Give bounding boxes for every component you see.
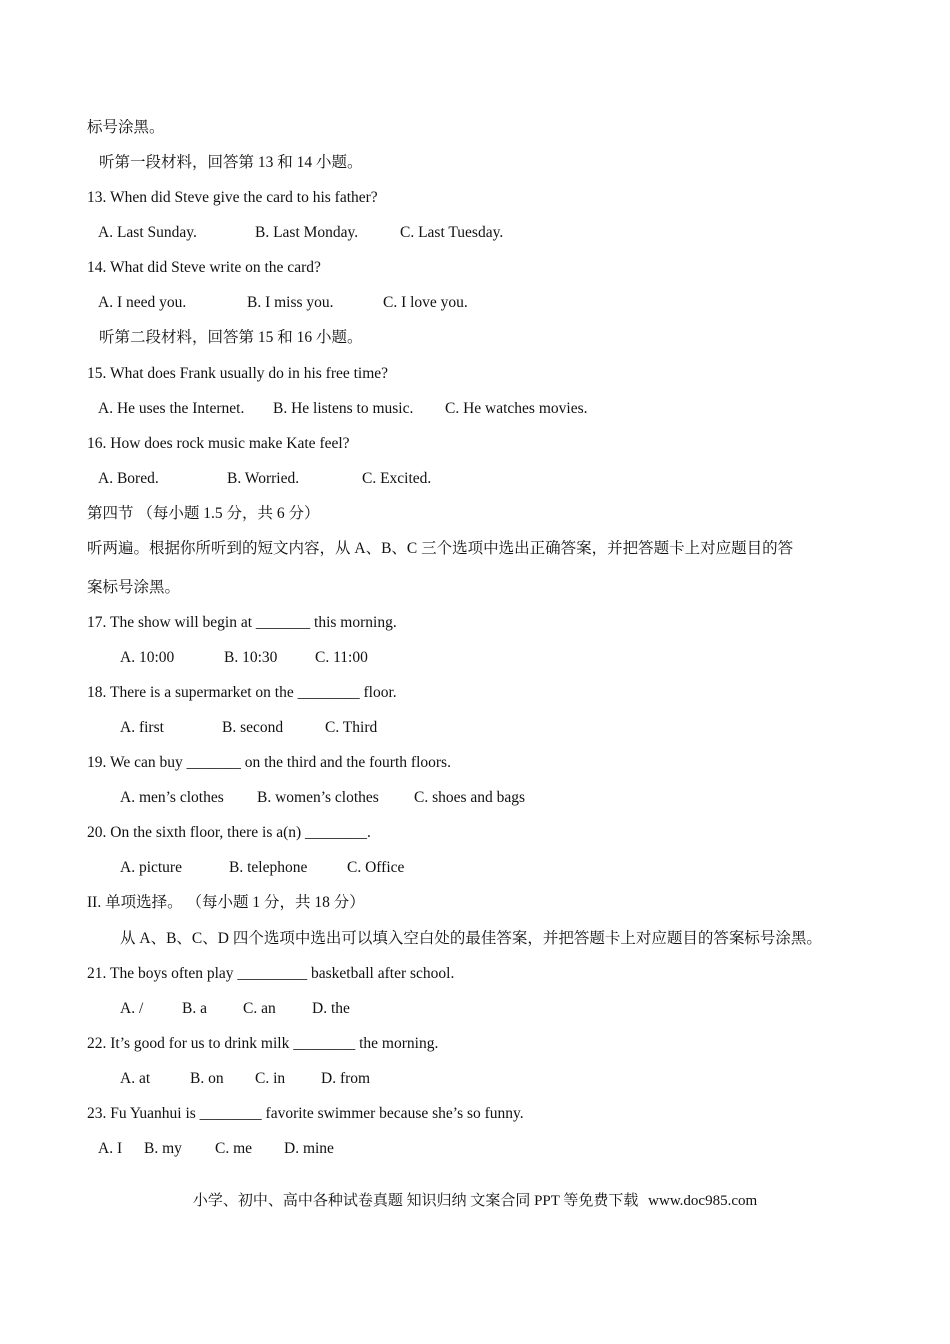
section-instruction: 听两遍。根据你所听到的短文内容，从 A、B、C 三个选项中选出正确答案，并把答题卡上对应题目的答	[87, 540, 794, 557]
footer-text: 小学、初中、高中各种试卷真题 知识归纳 文案合同 PPT 等免费下载	[192, 1193, 639, 1209]
option-b: B. second	[222, 719, 284, 736]
option-b: B. women’s clothes	[257, 789, 379, 806]
option-b: B. a	[182, 1000, 207, 1017]
question-22: 22. It’s good for us to drink milk ________ the morning.	[87, 1035, 439, 1052]
option-c: C. me	[215, 1140, 253, 1157]
question-18: 18. There is a supermarket on the ________ floor.	[87, 684, 397, 701]
question-15: 15. What does Frank usually do in his free time?	[87, 365, 389, 382]
option-a: A. at	[120, 1070, 151, 1087]
option-c: C. 11:00	[315, 649, 368, 666]
option-a: A. He uses the Internet.	[98, 400, 245, 417]
question-21: 21. The boys often play _________ basketball after school.	[87, 965, 455, 982]
option-b: B. on	[190, 1070, 224, 1087]
option-a: A. I need you.	[98, 294, 187, 311]
option-c: C. I love you.	[383, 294, 468, 311]
question-19: 19. We can buy _______ on the third and the fourth floors.	[87, 754, 451, 771]
option-a: A. 10:00	[120, 649, 175, 666]
part-instruction: 从 A、B、C、D 四个选项中选出可以填入空白处的最佳答案，并把答题卡上对应题目的答案标号涂黑。	[120, 930, 822, 947]
option-c: C. Third	[325, 719, 378, 736]
section-instruction: 听第一段材料，回答第 13 和 14 小题。	[99, 154, 363, 171]
section-instruction: 案标号涂黑。	[87, 579, 181, 596]
question-14: 14. What did Steve write on the card?	[87, 259, 321, 276]
question-16: 16. How does rock music make Kate feel?	[87, 435, 350, 452]
option-c: C. an	[243, 1000, 276, 1017]
option-d: D. mine	[284, 1140, 334, 1157]
option-d: D. from	[321, 1070, 371, 1087]
question-13: 13. When did Steve give the card to his father?	[87, 189, 378, 206]
option-a: A. I	[98, 1140, 123, 1157]
option-a: A. Bored.	[98, 470, 159, 487]
option-b: B. my	[144, 1140, 182, 1157]
section-heading: 第四节 （每小题 1.5 分，共 6 分）	[87, 505, 320, 522]
question-20: 20. On the sixth floor, there is a(n) ________.	[87, 824, 371, 841]
option-a: A. picture	[120, 859, 182, 876]
option-c: C. shoes and bags	[414, 789, 526, 806]
option-c: C. Office	[347, 859, 405, 876]
section-instruction: 听第二段材料，回答第 15 和 16 小题。	[99, 329, 363, 346]
option-b: B. telephone	[229, 859, 308, 876]
option-a: A. /	[120, 1000, 144, 1017]
option-c: C. Excited.	[362, 470, 432, 487]
option-c: C. Last Tuesday.	[400, 224, 504, 241]
option-a: A. men’s clothes	[120, 789, 224, 806]
option-c: C. He watches movies.	[445, 400, 588, 417]
option-c: C. in	[255, 1070, 286, 1087]
question-17: 17. The show will begin at _______ this morning.	[87, 614, 397, 631]
footer-link[interactable]: www.doc985.com	[648, 1193, 758, 1209]
option-b: B. Last Monday.	[255, 224, 359, 241]
option-b: B. Worried.	[227, 470, 300, 487]
text-line: 标号涂黑。	[87, 119, 165, 136]
page-footer	[0, 1191, 950, 1211]
option-b: B. 10:30	[224, 649, 278, 666]
option-b: B. He listens to music.	[273, 400, 414, 417]
option-d: D. the	[312, 1000, 350, 1017]
option-b: B. I miss you.	[247, 294, 334, 311]
question-23: 23. Fu Yuanhui is ________ favorite swimmer because she’s so funny.	[87, 1105, 524, 1122]
option-a: A. Last Sunday.	[98, 224, 197, 241]
option-a: A. first	[120, 719, 164, 736]
part-heading: II. 单项选择。 （每小题 1 分，共 18 分）	[87, 894, 365, 911]
